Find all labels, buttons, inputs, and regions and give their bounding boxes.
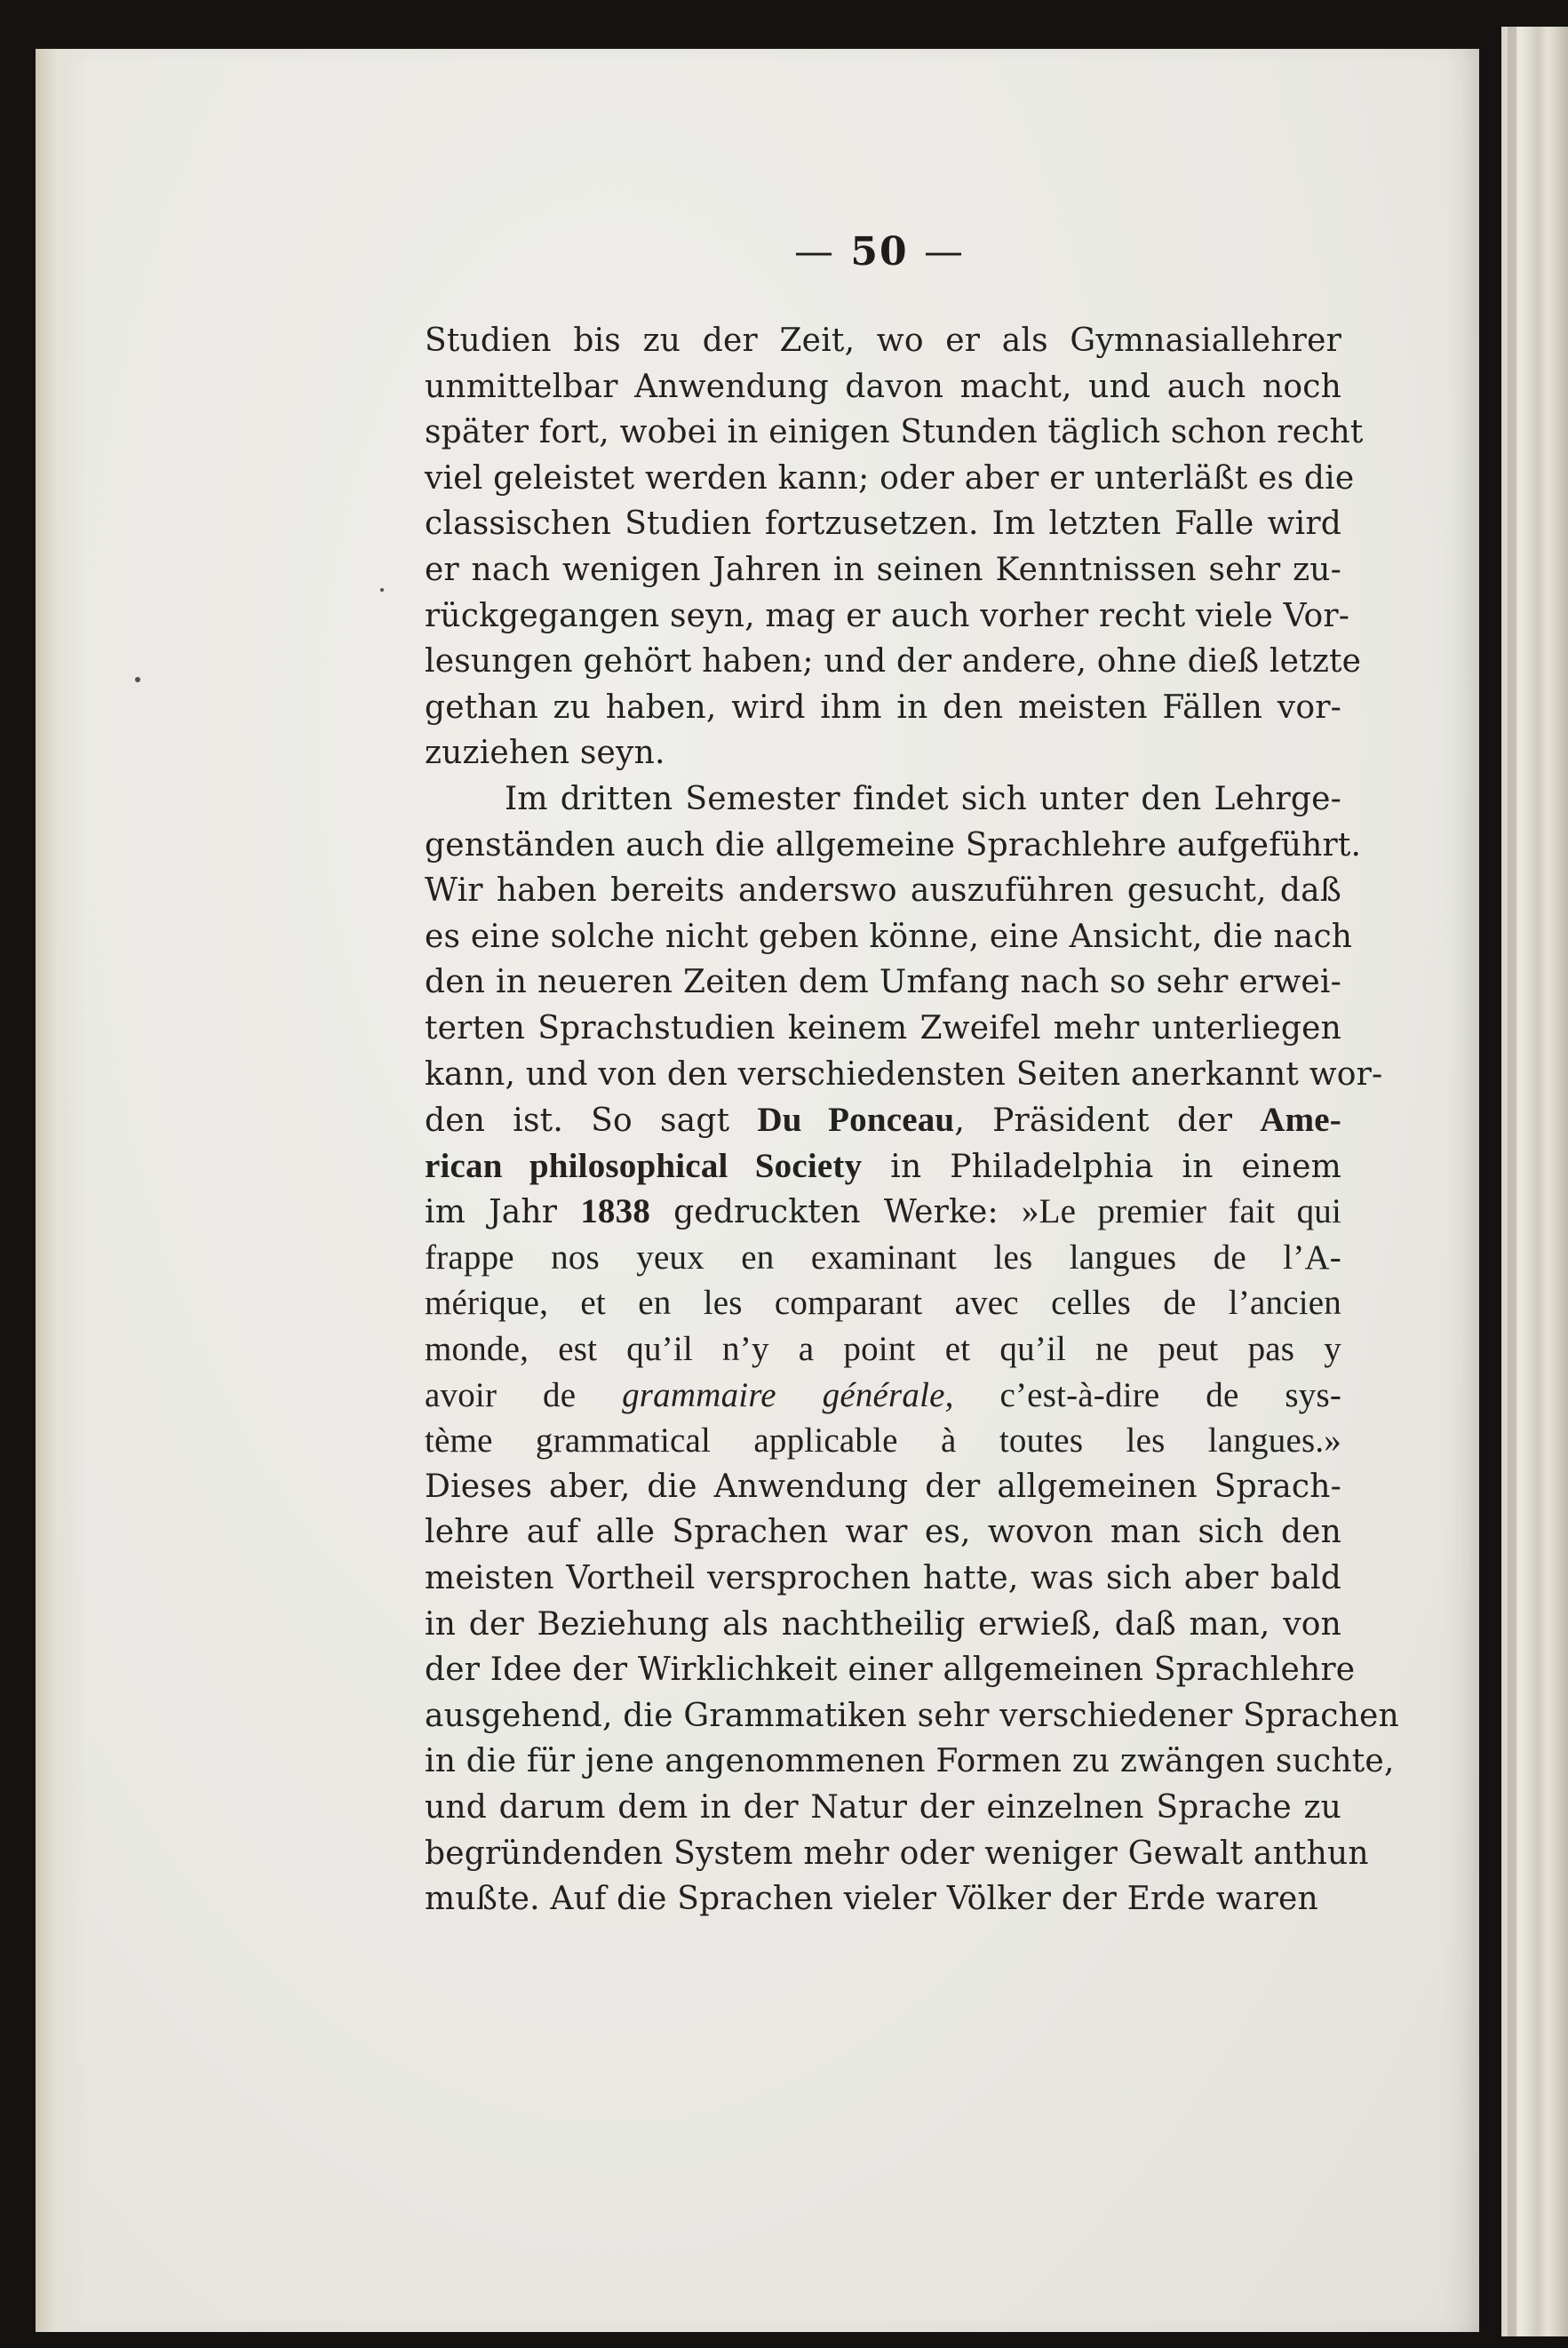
- page-binding-edge: [36, 49, 89, 2332]
- text-segment: monde, est qu’il n’y a point et qu’il ne peut pas y: [425, 1330, 1341, 1369]
- text-line: [425, 1509, 1341, 1556]
- text-segment: Studien bis zu der Zeit, wo er als Gymnasiallehrer: [425, 322, 1341, 359]
- text-line: [425, 1189, 1341, 1235]
- body-text: [425, 318, 1399, 1922]
- text-line: [425, 1464, 1341, 1510]
- text-segment: gedruckten Werke:: [650, 1194, 1022, 1231]
- text-segment: Dieses aber, die Anwendung der allgemeinen Sprach-: [425, 1468, 1341, 1505]
- text-segment: Ame-: [1260, 1101, 1341, 1140]
- text-segment: Du Ponceau: [757, 1101, 955, 1140]
- text-line: [425, 1831, 1369, 1877]
- text-segment: den in neueren Zeiten dem Umfang nach so sehr erwei-: [425, 964, 1341, 1001]
- text-segment: in der Beziehung als nachtheilig erwieß, daß man, von: [425, 1605, 1341, 1643]
- text-segment: avoir de: [425, 1375, 623, 1414]
- text-line: [425, 1143, 1341, 1190]
- paper-speck: [380, 588, 384, 592]
- text-segment: es eine solche nicht geben könne, eine Ansicht, die nach: [425, 918, 1353, 955]
- text-line: [425, 1280, 1341, 1326]
- text-line: [425, 410, 1364, 456]
- text-segment: er nach wenigen Jahren in seinen Kenntnissen sehr zu-: [425, 551, 1341, 588]
- text-line: [425, 1647, 1356, 1693]
- text-segment: der Idee der Wirklichkeit einer allgemeinen Sprachlehre: [425, 1652, 1356, 1689]
- paper-speck: [135, 677, 140, 682]
- text-line: [425, 456, 1355, 502]
- text-segment: , Präsident der: [954, 1102, 1261, 1140]
- text-line: [425, 1326, 1341, 1373]
- text-segment: »Le premier fait qui: [1021, 1192, 1342, 1231]
- text-line: [425, 730, 1341, 776]
- page-number-value: 50: [850, 229, 909, 275]
- text-segment: im Jahr: [425, 1194, 581, 1231]
- text-segment: ausgehend, die Grammatiken sehr verschiedener Sprachen: [425, 1697, 1399, 1734]
- page-number: [746, 229, 1013, 275]
- text-segment: in Philadelphia in einem: [862, 1148, 1341, 1185]
- text-line: [425, 547, 1341, 593]
- text-segment: terten Sprachstudien keinem Zweifel mehr unterliegen: [425, 1009, 1341, 1047]
- text-line: [425, 1739, 1395, 1785]
- text-segment: Wir haben bereits anderswo auszuführen gesucht, daß: [425, 872, 1341, 910]
- text-segment: rückgegangen seyn, mag er auch vorher recht viele Vor-: [425, 597, 1350, 634]
- text-line: [425, 1418, 1341, 1464]
- text-segment: zuziehen seyn.: [425, 735, 665, 772]
- text-line: [425, 1785, 1341, 1831]
- text-segment: classischen Studien fortzusetzen. Im letzten Falle wird: [425, 505, 1341, 543]
- text-line: [425, 1052, 1383, 1098]
- text-line: [425, 914, 1353, 960]
- text-segment: lehre auf alle Sprachen war es, wovon man sich den: [425, 1514, 1341, 1551]
- text-line: [425, 776, 1341, 823]
- text-line: [425, 1693, 1399, 1739]
- text-segment: frappe nos yeux en examinant les langues de l’A-: [425, 1238, 1341, 1277]
- text-segment: unmittelbar Anwendung davon macht, und auch noch: [425, 368, 1341, 405]
- text-line: [425, 1876, 1341, 1922]
- text-segment: begründenden System mehr oder weniger Gewalt anthun: [425, 1835, 1369, 1872]
- text-segment: kann, und von den verschiedensten Seiten anerkannt wor-: [425, 1055, 1383, 1093]
- text-line: [425, 1602, 1341, 1648]
- text-segment: und darum dem in der Natur der einzelnen Sprache zu: [425, 1789, 1341, 1826]
- text-line: [425, 501, 1341, 547]
- text-line: [425, 639, 1362, 685]
- text-segment: gethan zu haben, wird ihm in den meisten Fällen vor-: [425, 688, 1341, 726]
- text-line: [425, 868, 1341, 914]
- text-line: [425, 593, 1350, 640]
- page-stack-shadow: [1508, 27, 1516, 2336]
- text-segment: später fort, wobei in einigen Stunden täglich schon recht: [425, 414, 1364, 451]
- text-line: [425, 959, 1341, 1006]
- text-segment: genständen auch die allgemeine Sprachlehre aufgeführt.: [425, 826, 1362, 864]
- text-segment: grammaire générale,: [622, 1375, 954, 1414]
- text-line: [425, 685, 1341, 731]
- text-line: [425, 1373, 1341, 1419]
- text-segment: in die für jene angenommenen Formen zu zwängen suchte,: [425, 1743, 1395, 1780]
- text-segment: 1838: [580, 1192, 651, 1231]
- text-segment: tème grammatical applicable à toutes les langues.»: [425, 1421, 1341, 1461]
- text-segment: meisten Vortheil versprochen hatte, was sich aber bald: [425, 1560, 1341, 1597]
- text-line: [425, 1006, 1341, 1052]
- text-line: [425, 1235, 1341, 1281]
- page-number-prefix: —: [794, 229, 836, 275]
- page-number-suffix: —: [923, 229, 965, 275]
- text-segment: den ist. So sagt: [425, 1102, 758, 1140]
- text-line: [425, 364, 1341, 410]
- text-line: [425, 823, 1362, 869]
- text-segment: Im dritten Semester findet sich unter den Lehrge-: [505, 780, 1341, 817]
- text-line: [425, 318, 1341, 364]
- text-segment: viel geleistet werden kann; oder aber er unterläßt es die: [425, 459, 1355, 497]
- text-line: [425, 1556, 1341, 1602]
- text-segment: lesungen gehört haben; und der andere, ohne dieß letzte: [425, 643, 1362, 681]
- text-segment: mußte. Auf die Sprachen vieler Völker der Erde waren: [425, 1881, 1318, 1918]
- text-segment: rican philosophical Society: [425, 1146, 863, 1185]
- text-segment: mérique, et en les comparant avec celles de l’ancien: [425, 1284, 1341, 1323]
- text-line: [425, 1097, 1341, 1143]
- text-segment: c’est-à-dire de sys-: [953, 1375, 1342, 1414]
